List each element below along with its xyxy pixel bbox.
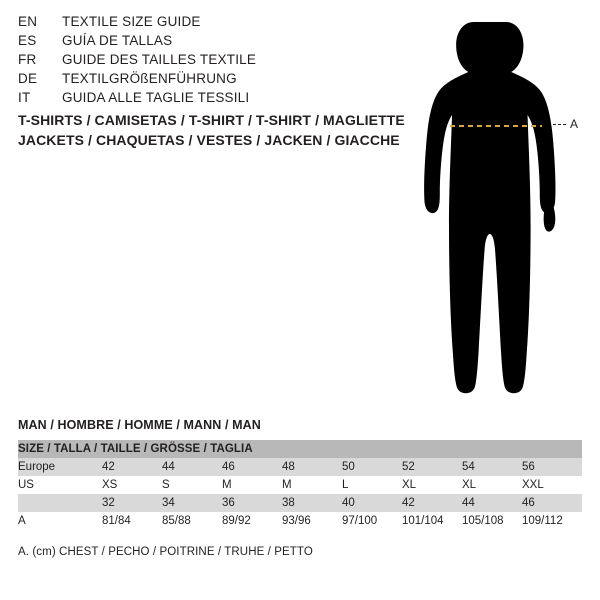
cell: 56 [522,458,582,476]
language-row [18,14,398,33]
cell: XL [462,476,522,494]
table-header-row [18,440,582,458]
row-label: Europe [18,458,102,476]
cell: 48 [282,458,342,476]
cell: 101/104 [402,512,462,530]
chest-marker-label: A [570,117,579,131]
cell: 50 [342,458,402,476]
cell: 93/96 [282,512,342,530]
language-row [18,90,398,109]
cell: XS [102,476,162,494]
cell: 105/108 [462,512,522,530]
cell: 109/112 [522,512,582,530]
cell: M [282,476,342,494]
cell: 36 [222,494,282,512]
cell: 52 [402,458,462,476]
cell: 81/84 [102,512,162,530]
cell: 46 [222,458,282,476]
cell: XL [402,476,462,494]
cell: 42 [402,494,462,512]
language-row [18,52,398,71]
cell: 46 [522,494,582,512]
table-footnote: A. (cm) CHEST / PECHO / POITRINE / TRUHE / PETTO [18,546,313,558]
cell: 34 [162,494,222,512]
cell: M [222,476,282,494]
language-code: DE [18,71,38,86]
chest-leader-line [553,124,566,125]
table-row [18,458,582,476]
table-header-label: SIZE / TALLA / TAILLE / GRÖSSE / TAGLIA [18,440,582,458]
size-table [18,440,582,530]
cell: 38 [282,494,342,512]
cell: 89/92 [222,512,282,530]
cell: 44 [462,494,522,512]
male-silhouette-icon [410,16,585,396]
language-row [18,71,398,90]
cell: 44 [162,458,222,476]
table-row [18,494,582,512]
language-title: GUIDE DES TAILLES TEXTILE [62,52,257,67]
category-tshirts: T-SHIRTS / CAMISETAS / T-SHIRT / T-SHIRT / MAGLIETTE [18,112,405,128]
cell: S [162,476,222,494]
language-title: TEXTILGRÖßENFÜHRUNG [62,71,237,86]
table-row [18,476,582,494]
male-figure-illustration [410,16,585,396]
cell: XXL [522,476,582,494]
language-code: EN [18,14,38,29]
cell: 40 [342,494,402,512]
language-title: GUIDA ALLE TAGLIE TESSILI [62,90,250,105]
cell: L [342,476,402,494]
row-label [18,494,102,512]
cell: 85/88 [162,512,222,530]
cell: 32 [102,494,162,512]
category-jackets: JACKETS / CHAQUETAS / VESTES / JACKEN / GIACCHE [18,132,400,148]
language-code: FR [18,52,37,67]
language-code: ES [18,33,37,48]
language-row [18,33,398,52]
language-title: TEXTILE SIZE GUIDE [62,14,201,29]
table-row [18,512,582,530]
language-code: IT [18,90,31,105]
cell: 42 [102,458,162,476]
language-title: GUÍA DE TALLAS [62,33,173,48]
category-headings [18,110,418,150]
table-title: MAN / HOMBRE / HOMME / MANN / MAN [18,418,261,432]
cell: 97/100 [342,512,402,530]
language-list [18,14,398,109]
cell: 54 [462,458,522,476]
row-label: A [18,512,102,530]
row-label: US [18,476,102,494]
